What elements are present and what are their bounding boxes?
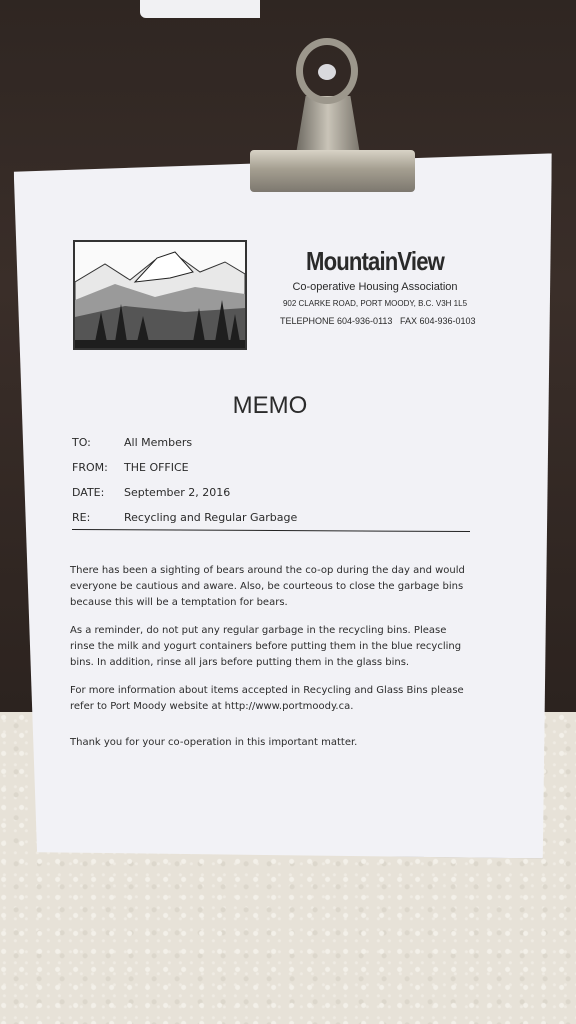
clip-neck — [296, 96, 360, 154]
organization-contact — [280, 316, 476, 326]
fax-number: 604-936-0103 — [419, 316, 476, 326]
field-value: Recycling and Regular Garbage — [124, 511, 298, 524]
organization-subtitle: Co-operative Housing Association — [292, 281, 458, 293]
field-to — [72, 436, 472, 461]
telephone-number: 604-936-0113 — [337, 316, 393, 326]
memo-body — [70, 563, 470, 763]
paragraph-more-info: For more information about items accepted in Recycling and Glass Bins please refer to Port Moody website at http://www.portmoody.ca. — [70, 685, 464, 712]
field-from — [72, 461, 472, 486]
field-value: THE OFFICE — [124, 461, 189, 474]
field-label: TO: — [72, 436, 91, 449]
organization-address: 902 CLARKE ROAD, PORT MOODY, B.C. V3H 1L5 — [282, 299, 468, 308]
paragraph-thanks: Thank you for your co-operation in this important matter. — [70, 737, 358, 748]
fax-label: FAX — [399, 316, 417, 326]
field-date — [72, 486, 472, 511]
bulldog-clip — [250, 150, 415, 192]
field-label: FROM: — [72, 461, 108, 474]
field-label: DATE: — [72, 486, 105, 499]
clip-ring-hole — [318, 64, 336, 80]
telephone-label: TELEPHONE — [280, 316, 335, 326]
organization-header — [280, 246, 476, 326]
field-value: All Members — [124, 436, 193, 449]
paper-corner — [140, 0, 260, 18]
field-re — [72, 511, 472, 536]
paragraph-bears: There has been a sighting of bears around the co-op during the day and would everyone be cautious and aware. Also, be courteous to close the garbage bins because this will be a temptation for bears. — [70, 565, 465, 608]
organization-name: MountainView — [306, 246, 444, 276]
paragraph-recycling: As a reminder, do not put any regular garbage in the recycling bins. Please rinse the milk and yogurt containers before putting them in the blue recycling bins. In addition, rinse all jars before putting them in the glass bins. — [70, 625, 462, 668]
field-value: September 2, 2016 — [124, 486, 231, 499]
field-label: RE: — [72, 511, 91, 524]
mountain-logo — [73, 240, 247, 350]
memo-title: MEMO — [232, 392, 308, 419]
memo-fields — [72, 436, 472, 536]
